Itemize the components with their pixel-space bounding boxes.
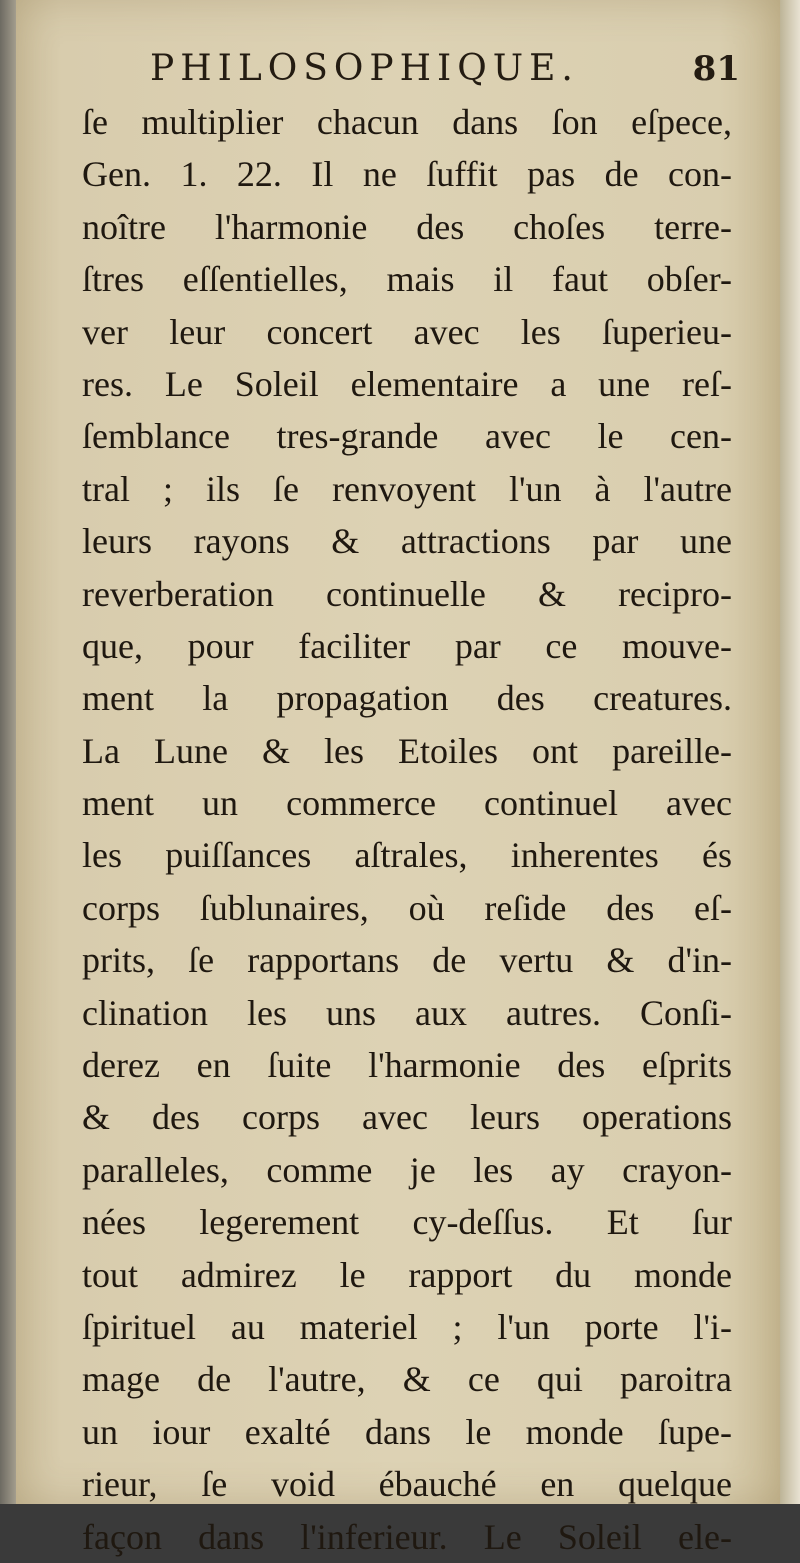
text-line: tout admirez le rapport du monde — [82, 1254, 732, 1295]
text-line: La Lune & les Etoiles ont pareille- — [82, 730, 732, 771]
text-line: mage de l'autre, & ce qui paroitra — [82, 1359, 732, 1400]
running-head: PHILOSOPHIQUE. — [150, 48, 579, 89]
text-line: que, pour faciliter par ce mouve- — [82, 625, 732, 666]
text-line: clination les uns aux autres. Conſi- — [82, 992, 732, 1033]
scan-left-edge — [0, 0, 16, 1504]
text-line: & des corps avec leurs operations — [82, 1097, 732, 1138]
text-line: ver leur concert avec les ſuperieu- — [82, 311, 732, 352]
text-line: les puiſſances aſtrales, inherentes és — [82, 835, 732, 876]
page-header — [150, 44, 740, 94]
text-line: ment la propagation des creatures. — [82, 678, 732, 719]
text-line: paralleles, comme je les ay crayon- — [82, 1149, 732, 1190]
page-number: 81 — [692, 49, 740, 89]
text-line: nées legerement cy-deſſus. Et ſur — [82, 1202, 732, 1243]
scan-right-edge — [780, 0, 800, 1504]
text-line: façon dans l'inferieur. Le Soleil ele- — [82, 1516, 732, 1557]
text-line: noître l'harmonie des choſes terre- — [82, 206, 732, 247]
text-line: un iour exalté dans le monde ſupe- — [82, 1411, 732, 1452]
text-line: ment un commerce continuel avec — [82, 783, 732, 824]
text-line: corps ſublunaires, où reſide des eſ- — [82, 887, 732, 928]
text-line: reverberation continuelle & recipro- — [82, 573, 732, 614]
text-line: derez en ſuite l'harmonie des eſprits — [82, 1045, 732, 1086]
text-line: Gen. 1. 22. Il ne ſuffit pas de con- — [82, 154, 732, 195]
text-line: ſpirituel au materiel ; l'un porte l'i- — [82, 1306, 732, 1347]
text-line: res. Le Soleil elementaire a une reſ- — [82, 363, 732, 404]
text-line: ſemblance tres-grande avec le cen- — [82, 416, 732, 457]
text-line: ſe multiplier chacun dans ſon eſpece, — [82, 102, 732, 142]
body-text — [82, 96, 732, 1563]
text-line: leurs rayons & attractions par une — [82, 521, 732, 562]
text-line: rieur, ſe void ébauché en quelque — [82, 1464, 732, 1505]
text-line: ſtres eſſentielles, mais il faut obſer- — [82, 259, 732, 300]
text-line: prits, ſe rapportans de vertu & d'in- — [82, 940, 732, 981]
text-line: tral ; ils ſe renvoyent l'un à l'autre — [82, 468, 732, 509]
